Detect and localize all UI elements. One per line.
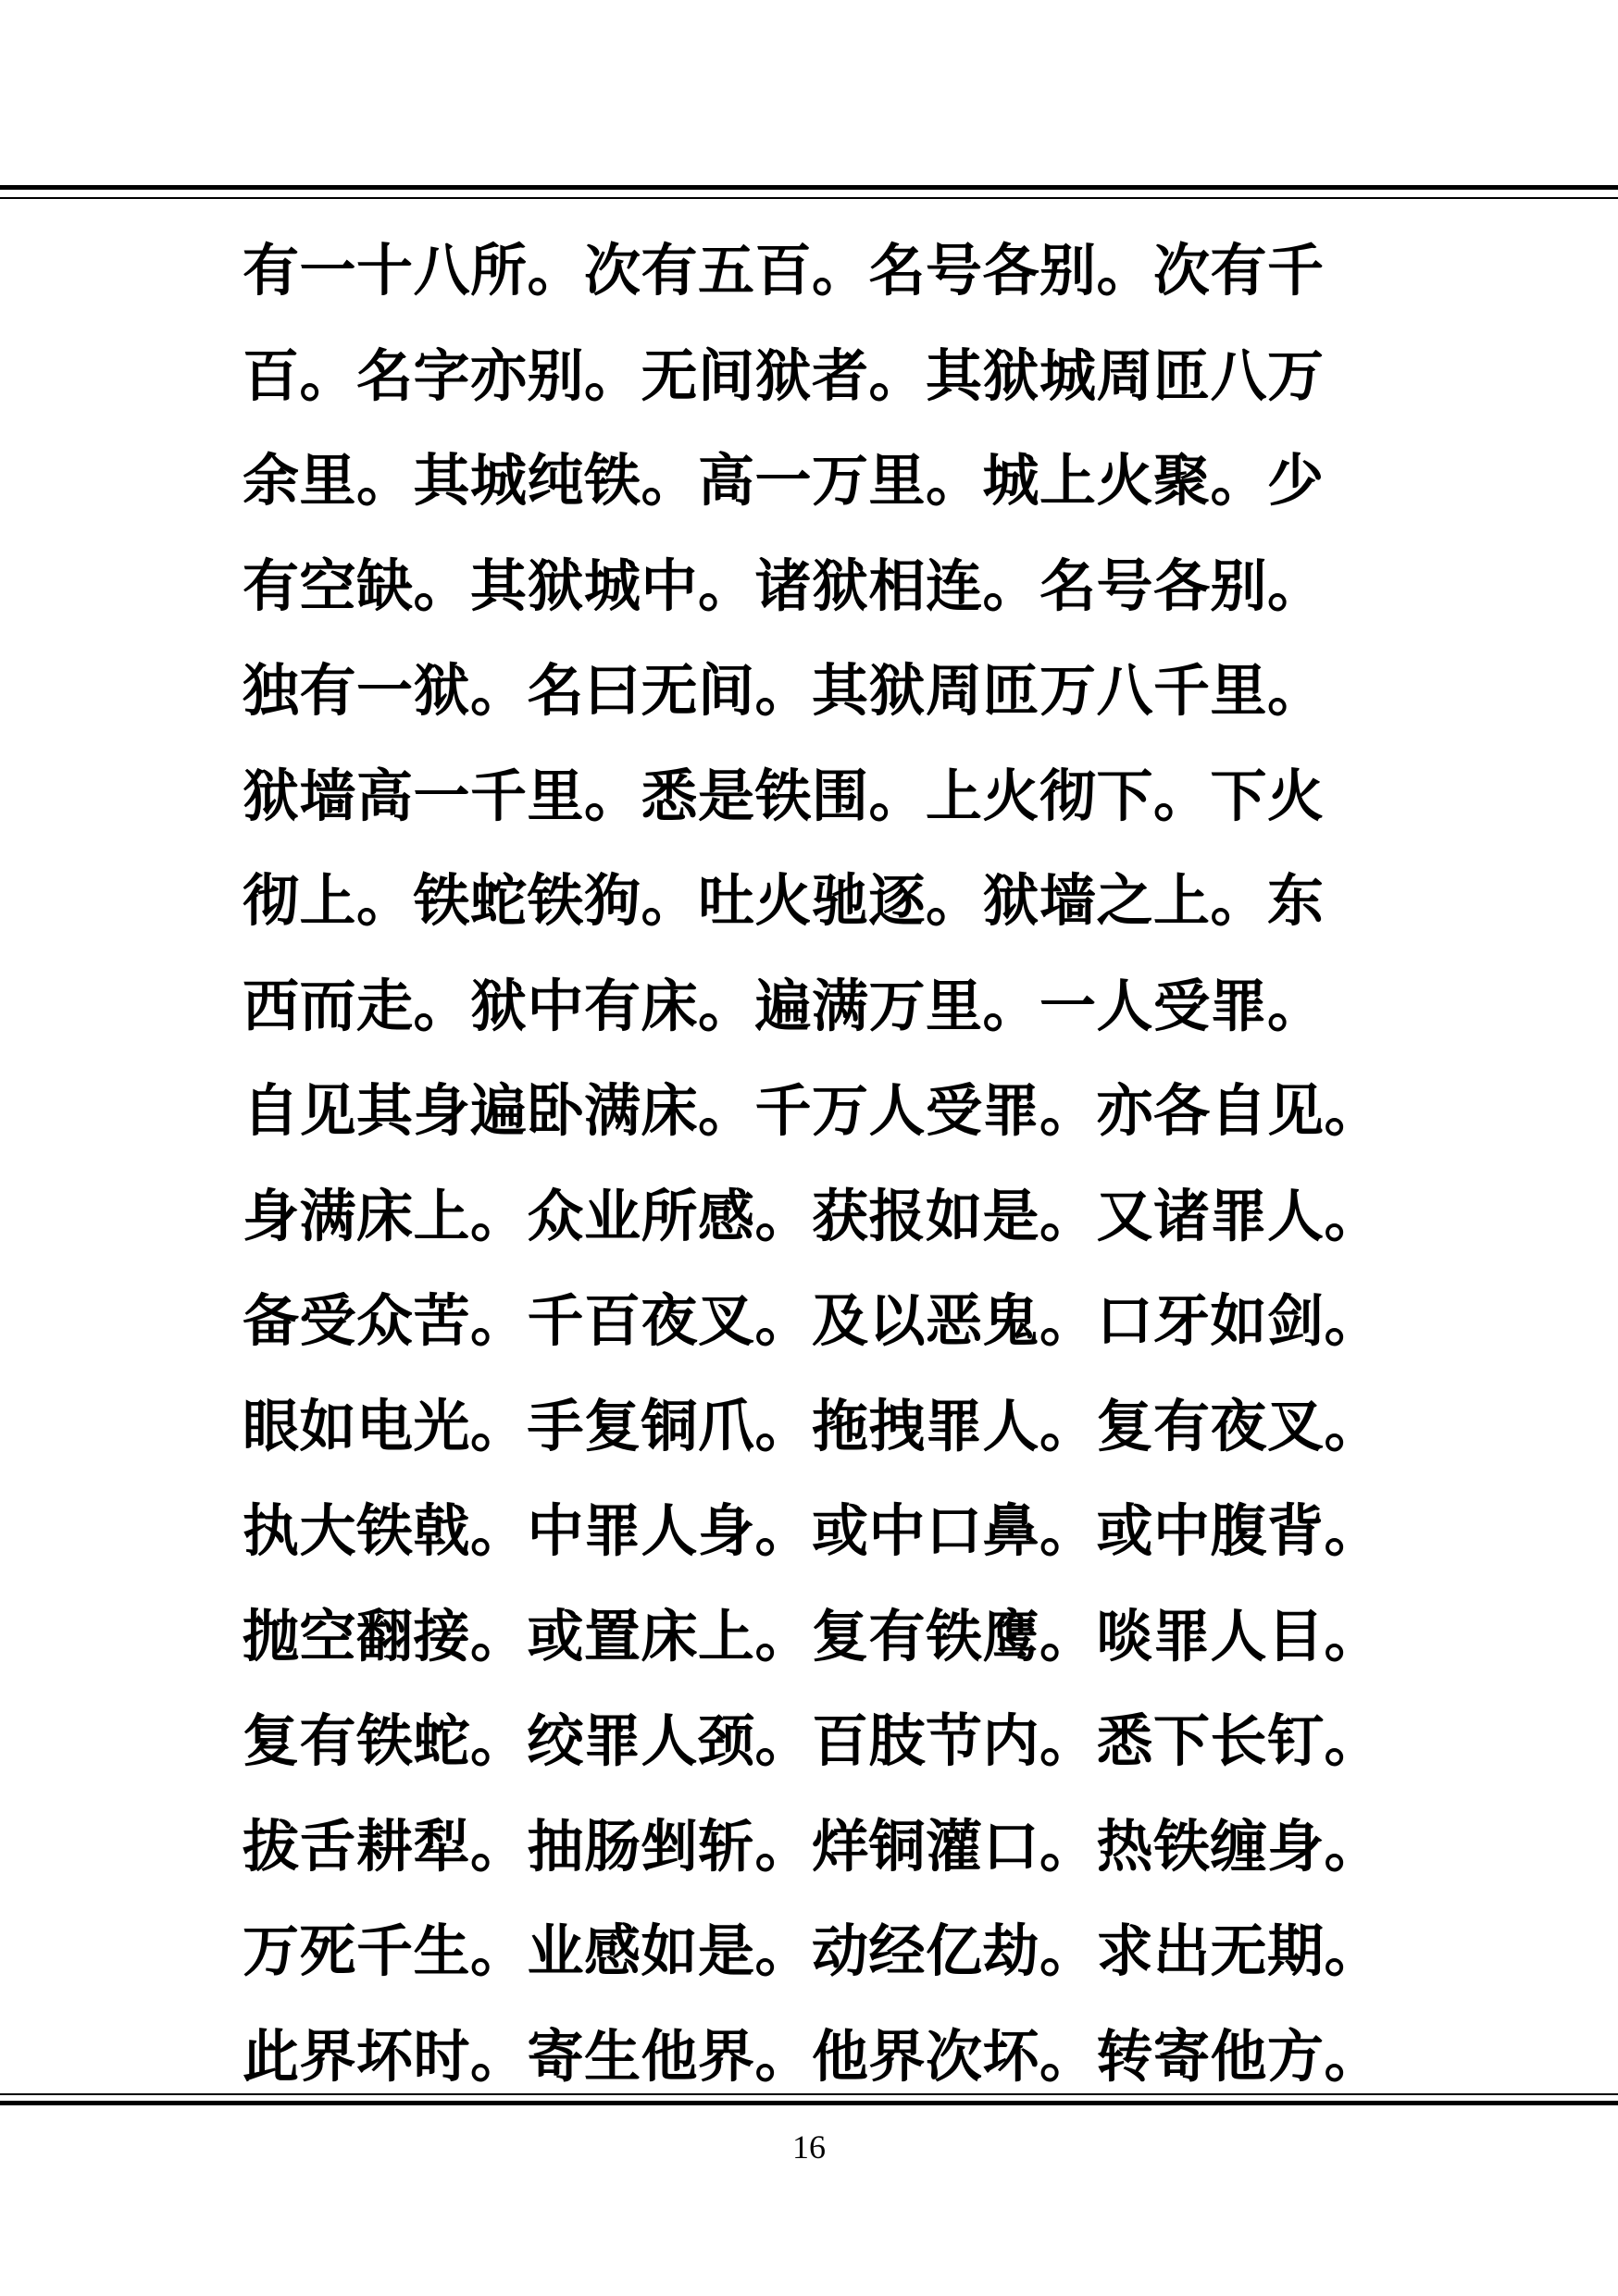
text-line: 复有铁蛇。绞罪人颈。百肢节内。悉下长钉。: [243, 1708, 1382, 1774]
text-line: 西而走。狱中有床。遍满万里。一人受罪。: [243, 973, 1325, 1039]
text-line: 狱墙高一千里。悉是铁围。上火彻下。下火: [243, 763, 1325, 829]
bottom-rule-thin: [0, 2093, 1618, 2095]
top-rule-thick: [0, 185, 1618, 190]
text-line: 独有一狱。名曰无间。其狱周匝万八千里。: [243, 658, 1325, 724]
text-line: 自见其身遍卧满床。千万人受罪。亦各自见。: [243, 1078, 1382, 1144]
text-line: 身满床上。众业所感。获报如是。又诸罪人。: [243, 1183, 1382, 1249]
text-line: 余里。其城纯铁。高一万里。城上火聚。少: [243, 448, 1325, 514]
text-line: 眼如电光。手复铜爪。拖拽罪人。复有夜叉。: [243, 1393, 1382, 1459]
bottom-rule-thick: [0, 2101, 1618, 2105]
page-number: 16: [792, 2128, 826, 2166]
text-line: 拔舌耕犁。抽肠剉斩。烊铜灌口。热铁缠身。: [243, 1813, 1382, 1880]
text-line: 抛空翻接。或置床上。复有铁鹰。啖罪人目。: [243, 1603, 1382, 1669]
text-line: 有一十八所。次有五百。名号各别。次有千: [243, 238, 1325, 304]
text-line: 百。名字亦别。无间狱者。其狱城周匝八万: [243, 342, 1325, 409]
text-line: 万死千生。业感如是。动经亿劫。求出无期。: [243, 1918, 1382, 1984]
text-line: 备受众苦。千百夜叉。及以恶鬼。口牙如剑。: [243, 1288, 1382, 1354]
text-line: 执大铁戟。中罪人身。或中口鼻。或中腹背。: [243, 1498, 1382, 1564]
text-line: 此界坏时。寄生他界。他界次坏。转寄他方。: [243, 2023, 1382, 2090]
top-rule-thin: [0, 197, 1618, 199]
body-text: [243, 218, 1409, 2109]
text-line: 彻上。铁蛇铁狗。吐火驰逐。狱墙之上。东: [243, 868, 1325, 934]
text-line: 有空缺。其狱城中。诸狱相连。名号各别。: [243, 552, 1325, 619]
